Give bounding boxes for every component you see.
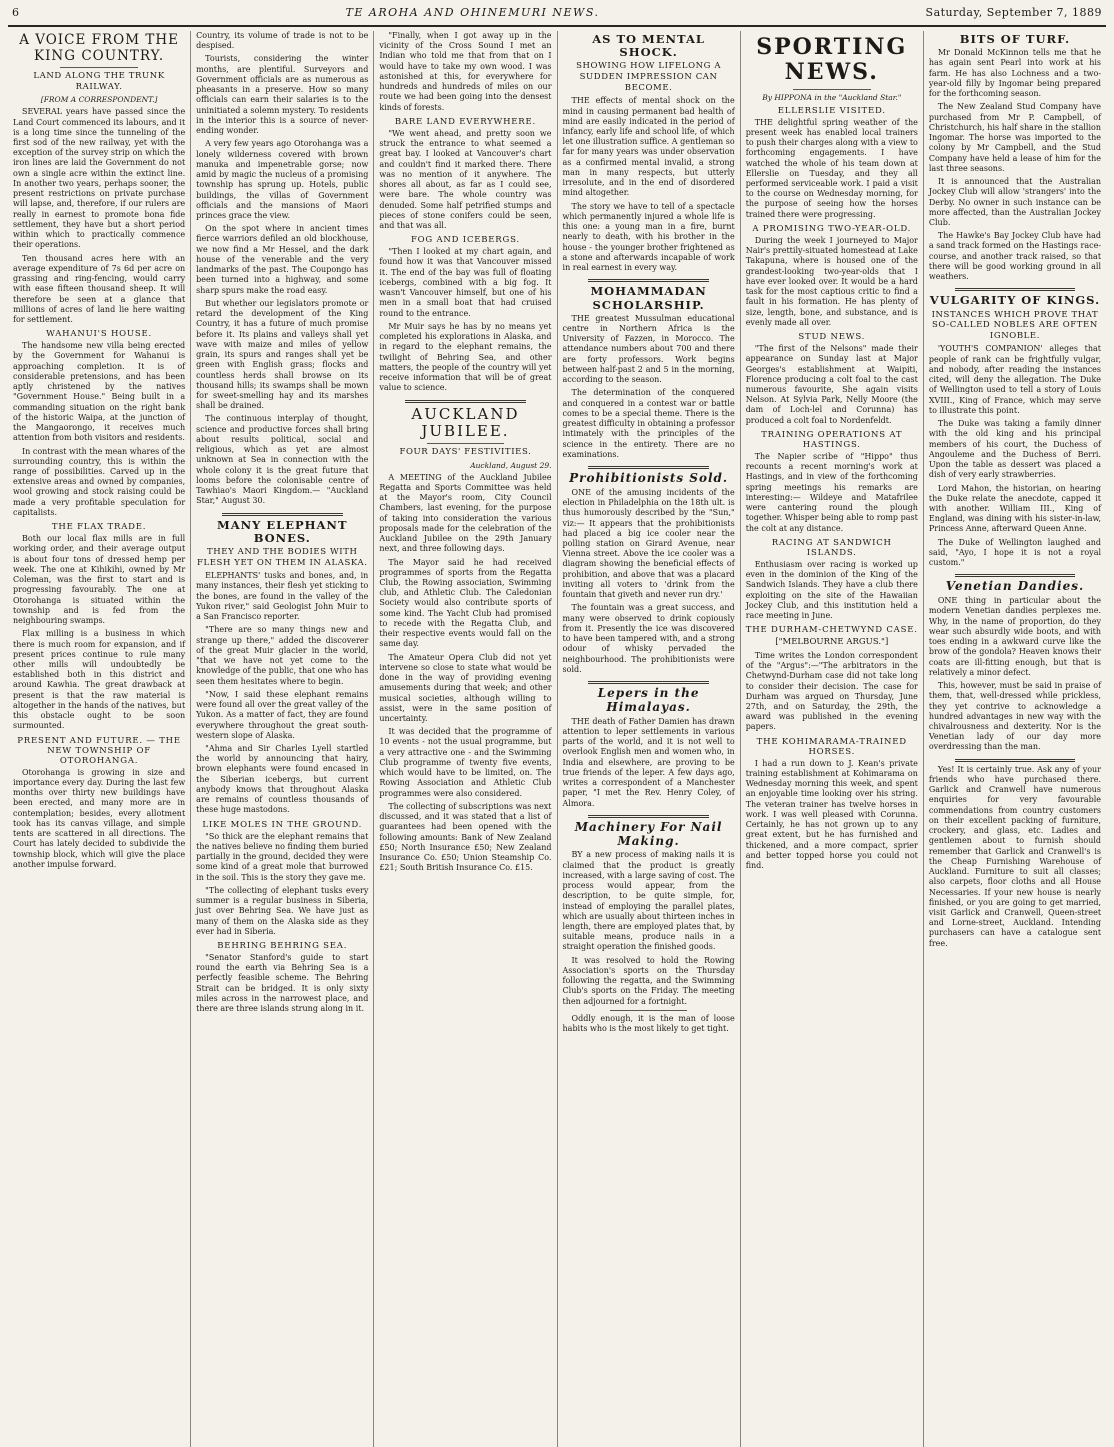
article-paragraph: THE effects of mental shock on the mind in causing permanent bad health of mind are easily indicated in the period of infancy, early life and school life, of which let one illustration suffice. A gentleman so far for many years was under observation as a confirmed mental invalid, a strong man in many respects, but utterly irresolute, and in the end of disordered mind altogether. — [562, 96, 735, 198]
article-paragraph: It was decided that the programme of 10 events - not the usual programme, but a very attractive one - and the Swimming Club programme of twenty five events, which would have to be limited, on. The Rowing Association and Athletic Club programmes were also considered. — [379, 727, 552, 798]
article-byline: By HIPPONA in the "Auckland Star." — [762, 92, 902, 102]
section-subhead: BEHRING BEHRING SEA. — [217, 940, 348, 951]
section-subhead: TRAINING OPERATIONS AT HASTINGS. — [761, 429, 903, 450]
section-subhead: STUD NEWS. — [798, 332, 866, 343]
article-paragraph: "Ahma and Sir Charles Lyell startled the world by announcing that hairy, brown elephants were found encased in the Siberian icebergs, but current anybody knows that throughout Alaska are remains of countless thousands of these huge mastodons. — [196, 743, 369, 815]
article-paragraph: The story we have to tell of a spectacle which permanently injured a whole life is this one: a young man in a fire, burnt nearly to death, with his brother in the house - the younger brother frightened as a stone and afterwards incapable of work in real earnest in every way. — [562, 201, 735, 273]
article-headline: AUCKLAND JUBILEE. — [411, 404, 520, 440]
article-paragraph: Tourists, considering the winter months, are plentiful. Surveyors and Government officials are as numerous as pheasants in a preserve. How so many officials can earn their salaries is to the uninitiated a solemn mystery. To residents in the interior this is a source of never-ending wonder. — [196, 54, 369, 136]
article-paragraph: "Now, I said these elephant remains were found all over the great valley of the Yukon. As a matter of fact, they are found everywhere throughout the great south-western slope of Alaska. — [196, 689, 369, 740]
divider — [955, 288, 1076, 291]
article-voice-king-country — [13, 33, 185, 870]
article-mohammadan-scholarship — [563, 285, 735, 460]
divider — [955, 759, 1076, 762]
section-subhead: A PROMISING TWO-YEAR-OLD. — [752, 223, 912, 234]
divider — [60, 67, 137, 68]
article-paragraph: "The collecting of elephant tusks every summer is a regular business in Siberia, just over Behring Sea. We have just as many of them on the Alaska side as they ever had in Siberia. — [196, 885, 369, 936]
column-2 — [191, 31, 374, 1447]
article-mental-shock — [563, 33, 735, 273]
divider — [610, 1010, 687, 1011]
newspaper-title: TE AROHA AND OHINEMURI NEWS. — [345, 6, 600, 19]
section-subhead: BARE LAND EVERYWHERE. — [394, 116, 537, 127]
divider — [793, 89, 870, 90]
column-5 — [741, 31, 924, 1447]
section-subhead: RACING AT SANDWICH ISLANDS. — [771, 537, 892, 558]
article-paragraph: Ten thousand acres here with an average expenditure of 7s 6d per acre on grassing and ring-fencing, would carry with ease fifteen thousand sheep. It will therefore be seen at a glance that millions of acres of land lie here waiting for settlement. — [13, 253, 186, 324]
column-3 — [374, 31, 557, 1447]
divider — [588, 466, 709, 469]
article-byline: [FROM A CORRESPONDENT.] — [40, 95, 158, 105]
article-headline: AS TO MENTAL SHOCK. — [592, 32, 705, 60]
article-dateline: Auckland, August 29. — [470, 460, 552, 470]
article-paragraph: "Then I looked at my chart again, and found how it was that Vancouver missed it. The end of the bay was full of floating icebergs, combined with a big fog. It wasn't Vancouver himself, but one of his men in a small boat that had cruised round to the entrance. — [379, 247, 552, 318]
article-paragraph: Enthusiasm over racing is worked up even in the dominion of the King of the Sandwich Islands. They have a club there exploiting on the site of the Hawaiian Jockey Club, and this institution held a race meeting in June. — [745, 559, 918, 620]
divider — [427, 443, 504, 444]
article-paragraph: Mr Donald McKinnon tells me that he has again sent Pearl into work at his farm. He has also Lochness and a two-year-old filly by Ingomar being prepared for the forthcoming season. — [928, 48, 1102, 99]
section-subhead: THE FLAX TRADE. — [51, 522, 147, 533]
article-paragraph: BY a new process of making nails it is claimed that the product is greatly increased, with a large saving of cost. The process would appear, from the description, to be quite simple, for, instead of employing the parallel plates, which are usually about thirteen inches in length, there are employed plates that, by suitable means, produce nails in a straight operation the finished goods. — [562, 850, 735, 952]
divider — [955, 574, 1076, 577]
article-paragraph: A MEETING of the Auckland Jubilee Regatta and Sports Committee was held at the Mayor's room, City Council Chambers, last evening, for the purpose of taking into consideration the various proposals made for the celebration of the Auckland Jubilee on the 29th January next, and three following days. — [379, 472, 552, 554]
article-paragraph: THE death of Father Damien has drawn attention to leper settlements in various parts of the world, and it is not well to overlook English men and women who, in India and elsewhere, are proving to be true friends of the leper. A few days ago, writes a correspondent of a Manchester paper, "I met the Rev. Henry Coley, of Almora. — [562, 716, 735, 808]
masthead — [8, 6, 1106, 27]
article-auckland-jubilee — [379, 406, 551, 874]
article-paragraph: The handsome new villa being erected by the Government for Wahanui is approaching completion. It is of considerable pretensions, and has been aptly christened by the natives "Government House." Being built in a commanding situation on the right bank of the historic Waipa, at the junction of the Mangaorongo, it receives much attention from both visitors and residents. — [13, 341, 186, 443]
article-paragraph: This, however, must be said in praise of them, that, well-dressed while prickless, they yet contrive to acknowledge a hundred advantages in new way with the chivalrousness and dexterity. Nor is the Venetian lady of our day more overdressing than the man. — [928, 681, 1102, 752]
article-paragraph: It was resolved to hold the Rowing Association's sports on the Thursday following the regatta, and the Swimming Club's sports on the Friday. The meeting then adjourned for a fortnight. — [562, 955, 735, 1006]
article-paragraph: The Hawke's Bay Jockey Club have had a sand track formed on the Hastings race-course, and another track raised, so that there will be good working ground in all weathers. — [928, 231, 1102, 282]
article-bits-of-turf — [929, 33, 1101, 282]
article-king-country-continued — [196, 31, 368, 507]
article-paragraph: 'YOUTH'S COMPANION' alleges that people of rank can be frightfully vulgar, and nobody, after reading the instances cited, will deny the allegation. The Duke of Wellington used to tell a story of Louis XVIII., King of France, which may serve to illustrate this point. — [928, 344, 1102, 415]
article-paragraph: Mr Muir says he has by no means yet completed his explorations in Alaska, and in regard to the elephant remains, the twilight of Behring Sea, and other matters, the people of the country will yet receive information that will be of great value to science. — [379, 321, 552, 393]
article-paragraph: In contrast with the mean whares of the surrounding country, this is within the range of possibilities. Carved up in the extensive areas and owned by companies, wool growing and stock raising could be made a very profitable speculation for capitalists. — [13, 446, 186, 517]
article-prohibitionists-sold — [563, 472, 735, 675]
article-paragraph: ONE thing in particular about the modern Venetian dandies perplexes me. Why, in the name of proportion, do they wear such absurdly wide boots, and with toes ending in a awkward curve like the brow of the gondola? Heaven knows their coats are ill-fitting enough, but that is relatively a minor defect. — [928, 596, 1102, 677]
article-paragraph: "We went ahead, and pretty soon we struck the entrance to what seemed a great bay. I looked at Vancouver's chart and couldn't find it marked there. There was no mention of it anywhere. The shores all about, as far as I could see, were bare. The whole country was denuded. Some half petrified stumps and pieces of stone conifers could be seen, and that was all. — [379, 128, 552, 230]
article-paragraph: The determination of the conquered and conquered in a contest war or battle comes to be a special theme. There is the greatest difficulty in obtaining a professor intimately with the principles of the science in the entirety. There are no examinations. — [562, 388, 735, 459]
article-paragraph: "There are so many things new and strange up there," added the discoverer of the great Muir glacier in the world, "that we have not yet come to the knowledge of the public, that one who has seen them hesitates where to begin. — [196, 625, 369, 686]
columns — [8, 31, 1106, 1447]
article-deck: FOUR DAYS' FESTIVITIES. — [399, 447, 532, 457]
section-subhead: THE DURHAM-CHETWYND CASE. — [745, 625, 918, 636]
article-paragraph: Time writes the London correspondent of the "Argus":—"The arbitrators in the Chetwynd-Durham case did not take long to consider their decision. The case for Durham was argued on Thursday, June 27th, and on Saturday, the 29th, the award was published in the evening papers. — [745, 650, 918, 732]
article-paragraph: On the spot where in ancient times fierce warriors defiled an old blockhouse, we now find a Mr Hessel, and the dark house of the venerable and the very landmarks of the past. The Coupongo has been turned into a highway, and some sharp spurs make the road easy. — [196, 224, 369, 295]
column-6 — [924, 31, 1106, 1447]
article-paragraph: "The first of the Nelsons" made their appearance on Sunday last at Major Georges's establishment at Waipiti, Florence producing a colt foal to the cast numerous favourite, She again visits Nelson. At Sylvia Park, Nelly Moore (the dam of Loch-lel and Corunna) has produced a colt foal to Nordenfeldt. — [745, 344, 918, 425]
article-paragraph: ELEPHANTS' tusks and bones, and, in many instances, their flesh yet sticking to the bones, are found in the valley of the Yukon river," said Geologist John Muir to a San Francisco reporter. — [196, 571, 369, 622]
divider — [588, 279, 709, 282]
article-paragraph: But whether our legislators promote or retard the development of the King Country, it has a future of much promise before it. Its plains and valleys shall yet wave with maize and miles of yellow grain, its spurs and ranges shall yet be green with English grass; flocks and countless herds shall browse on its thousand hills; its swamps shall be mown for sweet-smelling hay and its marshes shall be drained. — [196, 298, 369, 411]
article-deck: INSTANCES WHICH PROVE THAT SO-CALLED NOBLES ARE OFTEN IGNOBLE. — [931, 309, 1099, 341]
article-paragraph: THE greatest Mussulman educational centre in Northern Africa is the University of Fazzen, in Morocco. The attendance numbers about 700 and there are forty professors. Work begins between half-past 2 and 5 in the morning, according to the season. — [562, 313, 735, 385]
article-paragraph: THE delightful spring weather of the present week has enabled local trainers to push their charges along with a view to forthcoming engagements. I have watched the whole of his team down at Ellerslie on Tuesday, and they all performed serviceable work. I paid a visit to the course on Wednesday morning, for the purpose of seeing how the horses trained there were progressing. — [745, 117, 918, 219]
column-4 — [558, 31, 741, 1447]
article-paragraph: It is announced that the Australian Jockey Club will allow 'strangers' into the Derby. No owner in such instance can be more affected, than the Australian Jockey Club. — [928, 177, 1102, 227]
article-headline: MOHAMMADAN SCHOLARSHIP. — [590, 284, 707, 312]
article-paragraph: The New Zealand Stud Company have purchased from Mr P. Campbell, of Christchurch, his half share in the stallion Ingomar. The horse was imported to the colony by Mr Campbell, and the Stud Company have held a lease of him for the last three seasons. — [928, 102, 1102, 173]
article-headline: Prohibitionists Sold. — [569, 471, 729, 486]
section-subhead: FOG AND ICEBERGS. — [410, 235, 520, 246]
article-paragraph: "Finally, when I got away up in the vicinity of the Cross Sound I met an Indian who told me that from that on I would have to take my own wood. I was astonished at this, for everywhere for hundreds and hundreds of miles on our route we had been going into the densest kinds of forests. — [379, 31, 552, 112]
issue-date: Saturday, September 7, 1889 — [925, 6, 1102, 19]
article-paragraph: Lord Mahon, the historian, on hearing the Duke relate the anecdote, capped it with another. William III., King of England, was dining with his sister-in-law, Princess Anne, afterward Queen Anne. — [928, 483, 1102, 534]
article-paragraph: The Duke was taking a family dinner with the old king and his principal members of his court, the Duchess of Angouleme and the Duchess of Berri. Upon the table as dessert was placed a dish of very early strawberries. — [928, 419, 1102, 480]
advertisement-garlick-cranwell — [929, 765, 1101, 949]
article-paragraph: I had a run down to J. Kean's private training establishment at Kohimarama on Wednesday morning this week, and spent an enjoyable time looking over his string. The veteran trainer has twelve horses in work. I was well pleased with Corunna. Certainly, he has not grown up to any great extent, but he has furnished and thickened, and a more compact, sprier and better topped horse you could not find. — [745, 758, 918, 871]
article-deck: SHOWING HOW LIFELONG A SUDDEN IMPRESSION CAN BECOME. — [576, 61, 722, 93]
article-elephant-bones — [196, 519, 368, 1015]
page-number: 6 — [12, 6, 20, 19]
article-paragraph: Flax milling is a business in which there is much room for expansion, and if present prices continue to rule many other mills will undoubtedly be established both in this district and around Kawhia. The great drawback at present is that the raw material is altogether in the hands of the natives, but this obstacle ought to be soon surmounted. — [13, 629, 186, 731]
section-subhead: THE KOHIMARAMA-TRAINED HORSES. — [756, 736, 907, 757]
article-deck: THEY AND THE BODIES WITH FLESH YET ON THEM IN ALASKA. — [196, 546, 368, 568]
article-sporting-news — [746, 35, 918, 871]
article-headline: SPORTING NEWS. — [756, 34, 908, 86]
section-subhead: ELLERSLIE VISITED. — [777, 105, 886, 116]
article-paragraph: The fountain was a great success, and many were observed to drink copiously from it. Presently the ice was discovered to have been tampered with, and a strong odour of whisky pervaded the neighbourhood. The prohibitionists were sold. — [562, 603, 735, 674]
article-paragraph: "Senator Stanford's guide to start round the earth via Behring Sea is a perfectly feasible scheme. The Behring Strait can be bridged. It is only sixty miles across in the narrowest place, and there are three islands strung along in it. — [196, 952, 369, 1014]
article-glacier-continued — [379, 31, 551, 394]
article-paragraph: Oddly enough, it is the man of loose habits who is the most likely to get tight. — [562, 1013, 735, 1034]
article-vulgarity-of-kings — [929, 294, 1101, 568]
section-subhead: PRESENT AND FUTURE. — THE NEW TOWNSHIP OF OTOROHANGA. — [17, 735, 181, 766]
article-headline: MANY ELEPHANT BONES. — [217, 517, 348, 545]
article-paragraph: The Mayor said he had received programmes of sports from the Regatta Club, the Rowing association, Swimming club, and Athletic Club. The Caledonian Society would also contribute sports of some kind. The Yacht Club had promised to recede with the Regatta Club, and their respective events would fall on the same day. — [379, 557, 552, 649]
article-paragraph: ONE of the amusing incidents of the election in Philadelphia on the 18th ult. is thus humorously described by the "Sun," viz:— It appears that the prohibitionists had placed a big ice cooler near the polling station on Girard Avenue, near Vienna street. Above the ice cooler was a diagram showing the beneficial effects of prohibition, and above that was a placard inviting all voters to 'drink from the fountain that giveth and never run dry.' — [562, 487, 735, 600]
article-subhead: LAND ALONG THE TRUNK RAILWAY. — [33, 71, 165, 92]
article-lepers-himalayas — [563, 687, 735, 809]
article-nail-machinery — [563, 821, 735, 1035]
article-venetian-dandies — [929, 580, 1101, 752]
article-headline: VULGARITY OF KINGS. — [929, 293, 1101, 308]
article-paragraph: "So thick are the elephant remains that the natives believe no finding them buried partially in the ground, decided they were some kind of a great mole that burrowed in the soil. This is the story they gave me. — [196, 831, 369, 882]
article-headline: A VOICE FROM THE KING COUNTRY. — [19, 32, 179, 64]
divider — [405, 400, 526, 403]
section-subhead: WAHANUI'S HOUSE. — [46, 329, 153, 340]
article-paragraph: Otorohanga is growing in size and importance every day. During the last few months over thirty new buildings have been erected, and many more are in contemplation; besides, every allotment took has its canvas village, and simple tents are scattered in all directions. The Court has lately decided to subdivide the township block, which will give the place another impulse forward. — [13, 767, 186, 869]
article-paragraph: The Amateur Opera Club did not yet intervene so close to state what would be done in the way of providing evening amusements during that week; and other musical societies, although willing to assist, were in the same position of uncertainty. — [379, 652, 552, 724]
article-paragraph: The Napier scribe of "Hippo" thus recounts a recent morning's work at Hastings, and in view of the forthcoming spring meetings his remarks are interesting:— Wildeye and Matafrilee were cantering round the plough together. Whisper being able to romp past the colt at any distance. — [745, 451, 918, 533]
article-paragraph: A very few years ago Otorohanga was a lonely wilderness covered with brown manuka and impenetrable gorse; now amid by magic the nucleus of a promising township has sprung up. Hotels, public buildings, the villas of Government officials and the mansions of Maori princes grace the view. — [196, 139, 369, 220]
article-paragraph: The continuous interplay of thought, science and productive forces shall bring about results political, social and religious, which as yet are almost unknown at Sea in connection with the whole colony it is the great future that looms before the colonisable centre of Tawhiao's Maori Kingdom.— "Auckland Star," August 30. — [196, 414, 369, 506]
section-subhead-source: ["MELBOURNE ARGUS."] — [775, 637, 889, 648]
section-subhead: LIKE MOLES IN THE GROUND. — [202, 819, 363, 830]
article-paragraph: During the week I journeyed to Major Nair's prettily-situated homestead at Lake Takapuna, where is housed one of the grandest-looking two-year-olds that I have ever looked over. It would be a hard task for the most captious critic to find a fault in his formation. He has plenty of size, length, bone, and substance, and is evenly made all over. — [745, 235, 918, 327]
article-headline: Machinery For Nail Making. — [574, 819, 723, 848]
article-paragraph: The Duke of Wellington laughed and said, "Ayo, I hope it is not a royal custom." — [928, 537, 1102, 568]
divider — [588, 815, 709, 818]
article-paragraph: Both our local flax mills are in full working order, and their average output is about four tons of dressed hemp per week. The one at Kihikihi, owned by Mr Coleman, was the first to start and is progressing favourably. The one at Otorohanga is situated within the township and is fed from the neighbouring swamps. — [13, 534, 186, 626]
advertisement-text: Yes! It is certainly true. Ask any of your friends who have purchased there. Garlick and Cranwell have numerous enquiries for very favourable commendations from country customers on their excellent packing of furniture, crockery, and glass, etc. Ladies and gentlemen about to furnish should remember that Garlick and Cranwell's is the Cheap Furnishing Warehouse of Auckland. Furniture to suit all classes; also carpets, floor cloths and all House Necessaries. If your new house is nearly finished, or you are going to get married, visit Garlick and Cranwell, Queen-street and Lorne-street, Auckland. Intending purchasers can have a catalogue sent free. — [928, 764, 1102, 948]
article-paragraph: The collecting of subscriptions was next discussed, and it was stated that a list of guarantees had been opened with the following amounts: Bank of New Zealand £50; North Insurance £50; New Zealand Insurance Co. £50; Union Steamship Co. £21; South British Insurance Co. £15. — [379, 801, 552, 873]
divider — [588, 681, 709, 684]
divider — [222, 513, 343, 516]
column-1 — [8, 31, 191, 1447]
article-headline: BITS OF TURF. — [959, 32, 1071, 46]
article-paragraph: Country, its volume of trade is not to be despised. — [196, 31, 369, 51]
article-headline: Venetian Dandies. — [945, 579, 1085, 594]
article-paragraph: SEVERAL years have passed since the Land Court commenced its labours, and it is a long time since the tunneling of the first sod of the new railway, yet with the exception of the survey strip on which the iron lines are laid the Government do not own a single acre within the extinct line. In another two years, perhaps sooner, the present restrictions on private purchase will lapse, and, therefore, if our rulers are really in earnest to promote bona fide settlement, they have but a short period within which to practically commence their operations. — [13, 107, 186, 250]
article-headline: Lepers in the Himalayas. — [597, 686, 700, 714]
